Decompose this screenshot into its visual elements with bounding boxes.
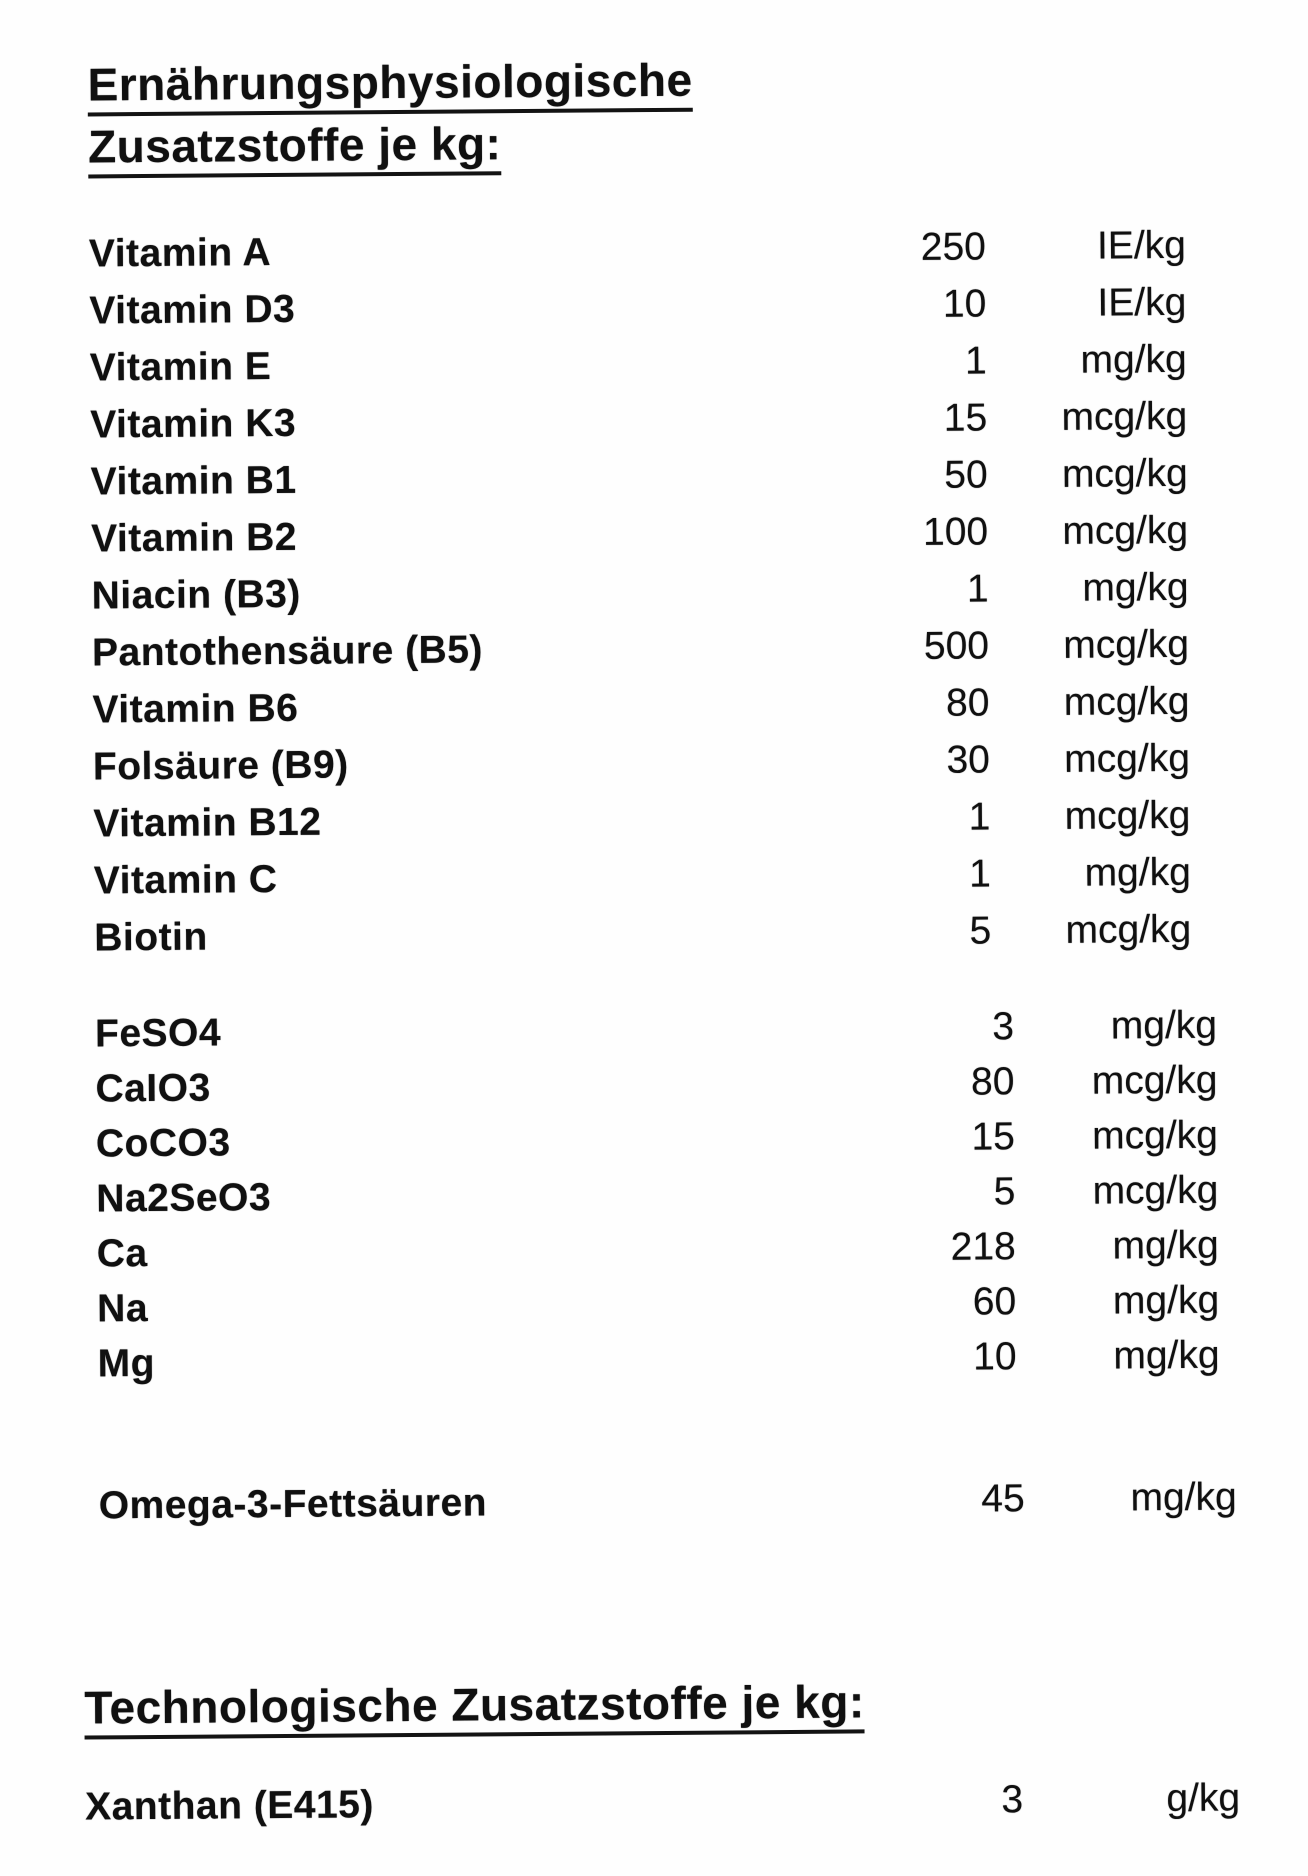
additive-value: 3 — [1001, 1777, 1024, 1821]
additive-unit: mg/kg — [1130, 1474, 1237, 1519]
additive-value: 15 — [943, 395, 988, 440]
additive-value: 5 — [993, 1169, 1016, 1213]
table-row — [90, 445, 1187, 511]
technological-table — [85, 1770, 1240, 1834]
additive-unit: mcg/kg — [1063, 679, 1190, 724]
additive-value: 60 — [972, 1279, 1017, 1324]
additive-name: Folsäure (B9) — [92, 742, 349, 788]
table-row — [95, 998, 1217, 1062]
additive-value: 80 — [970, 1059, 1015, 1104]
additive-value: 1 — [964, 338, 987, 383]
table-row — [97, 1328, 1219, 1392]
table-row — [97, 1273, 1219, 1337]
additive-value: 30 — [946, 737, 991, 782]
additive-name: Niacin (B3) — [91, 572, 301, 617]
table-row — [93, 730, 1190, 796]
additive-value: 10 — [942, 281, 987, 326]
omega-table — [99, 1469, 1237, 1533]
additive-name: Vitamin C — [93, 857, 278, 902]
additive-unit: mcg/kg — [1061, 451, 1188, 496]
technological-additives-heading: Technologische Zusatzstoffe je kg: — [84, 1675, 865, 1739]
table-row — [97, 1218, 1219, 1282]
additive-name: Xanthan (E415) — [84, 1782, 375, 1829]
additive-unit: mg/kg — [1084, 850, 1191, 895]
additive-name: CoCO3 — [95, 1120, 231, 1165]
additive-name: Vitamin B2 — [90, 515, 298, 560]
table-row — [92, 616, 1189, 682]
table-row — [99, 1469, 1237, 1533]
additive-value: 218 — [950, 1224, 1016, 1269]
additive-name: Vitamin D3 — [89, 287, 296, 332]
additive-value: 1 — [968, 851, 991, 896]
additive-value: 1 — [966, 566, 989, 611]
additive-unit: mcg/kg — [1091, 1113, 1219, 1158]
additive-unit: mcg/kg — [1064, 736, 1191, 781]
additive-unit: IE/kg — [1097, 280, 1187, 325]
nutritional-additives-heading-line2: Zusatzstoffe je kg: — [88, 117, 502, 178]
additive-name: FeSO4 — [94, 1010, 222, 1055]
additive-name: Vitamin B12 — [93, 800, 322, 845]
additive-value: 5 — [969, 908, 992, 953]
additive-unit: mcg/kg — [1091, 1058, 1218, 1103]
additive-unit: g/kg — [1166, 1775, 1241, 1820]
additive-name: CaIO3 — [95, 1066, 211, 1110]
table-row — [85, 1770, 1240, 1834]
additive-name: Omega-3-Fettsäuren — [98, 1480, 488, 1527]
additive-unit: mcg/kg — [1061, 394, 1188, 439]
table-row — [96, 1108, 1218, 1172]
additive-unit: mg/kg — [1112, 1223, 1219, 1267]
additive-unit: mg/kg — [1110, 1003, 1218, 1047]
additive-unit: mg/kg — [1080, 337, 1187, 382]
nutritional-additives-heading-line1: Ernährungsphysiologische — [87, 54, 692, 117]
table-row — [94, 844, 1191, 910]
additive-value: 45 — [981, 1476, 1025, 1520]
table-row — [95, 1053, 1217, 1117]
table-row — [92, 673, 1189, 739]
additive-unit: mg/kg — [1113, 1333, 1220, 1377]
table-row — [89, 274, 1186, 340]
additive-name: Ca — [96, 1231, 148, 1275]
additive-value: 250 — [920, 224, 987, 269]
additive-value: 3 — [992, 1004, 1015, 1048]
additive-value: 50 — [944, 452, 988, 497]
vitamins-table — [89, 217, 1192, 967]
table-row — [94, 901, 1191, 967]
additive-name: Na2SeO3 — [96, 1175, 272, 1220]
additive-name: Vitamin A — [88, 230, 272, 275]
additive-name: Vitamin B1 — [90, 458, 297, 503]
table-row — [91, 559, 1188, 625]
additive-name: Vitamin E — [89, 344, 272, 389]
additive-name: Na — [97, 1286, 149, 1330]
additive-name: Vitamin B6 — [92, 686, 299, 731]
additive-unit: mcg/kg — [1064, 793, 1191, 838]
additive-unit: IE/kg — [1096, 223, 1187, 268]
additive-unit: mcg/kg — [1065, 907, 1192, 952]
table-row — [90, 388, 1187, 454]
additive-name: Pantothensäure (B5) — [91, 627, 484, 674]
scan-content — [84, 49, 1308, 1835]
table-row — [96, 1163, 1218, 1227]
additive-name: Biotin — [94, 915, 208, 959]
additive-unit: mcg/kg — [1062, 508, 1189, 553]
additive-value: 500 — [923, 623, 990, 668]
additive-value: 80 — [945, 680, 990, 725]
table-row — [89, 217, 1186, 283]
additive-unit: mcg/kg — [1063, 622, 1190, 667]
additive-value: 1 — [968, 794, 991, 839]
minerals-table — [95, 998, 1220, 1392]
additive-value: 10 — [973, 1334, 1017, 1379]
additive-name: Mg — [97, 1341, 156, 1385]
additive-name: Vitamin K3 — [90, 401, 297, 446]
table-row — [91, 502, 1188, 568]
table-row — [93, 787, 1190, 853]
additive-value: 15 — [971, 1114, 1016, 1159]
table-row — [90, 331, 1187, 397]
additive-unit: mg/kg — [1112, 1278, 1220, 1322]
additive-value: 100 — [922, 509, 989, 554]
additive-unit: mcg/kg — [1092, 1168, 1219, 1213]
additive-unit: mg/kg — [1082, 565, 1189, 610]
